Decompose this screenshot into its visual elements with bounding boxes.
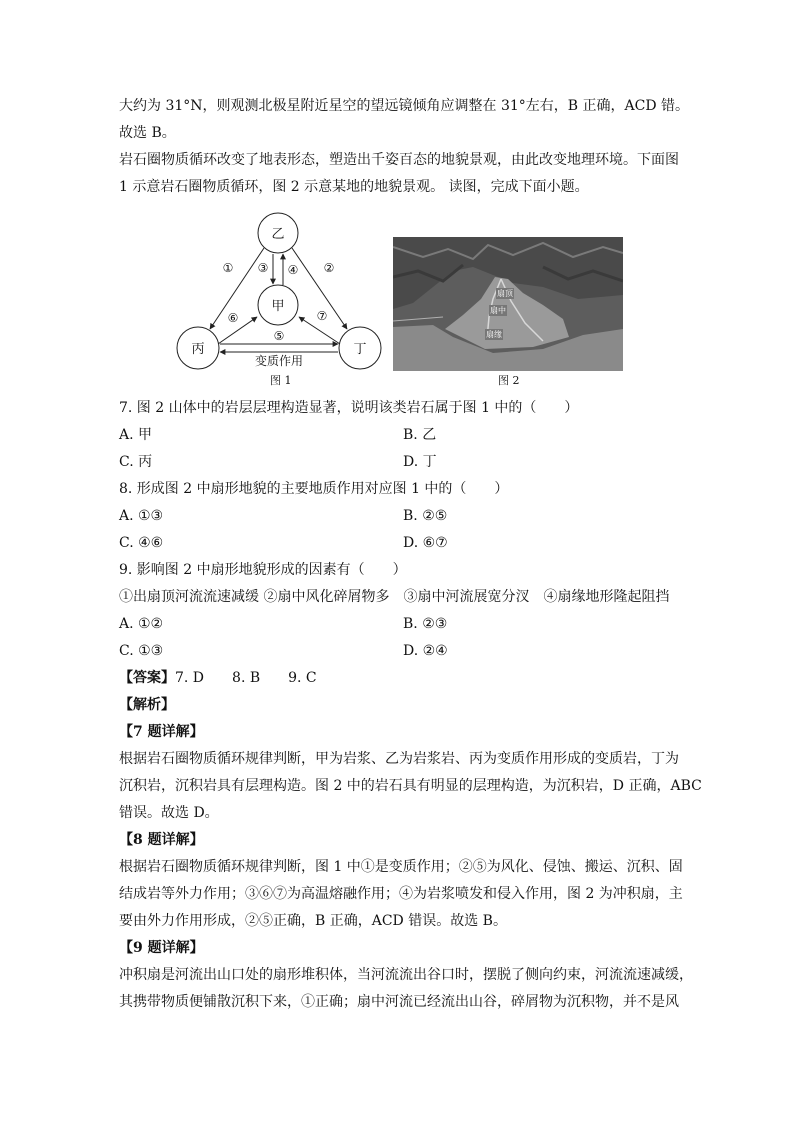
q7-option-b: B. 乙 — [403, 427, 437, 443]
answer-row — [119, 668, 317, 688]
q7-option-d: D. 丁 — [403, 454, 437, 470]
q9-factors: ①出扇顶河流流速减缓 ②扇中风化碎屑物多 ③扇中河流展宽分汊 ④扇缘地形隆起阻挡 — [119, 589, 670, 605]
q8-option-c: C. ④⑥ — [119, 535, 164, 551]
q7-detail-line-2: 沉积岩，沉积岩具有层理构造。图 2 中的岩石具有明显的层理构造，为沉积岩，D 正确，ABC — [119, 778, 702, 794]
arrow-7-label: ⑦ — [316, 309, 328, 323]
q8-stem: 8. 形成图 2 中扇形地貌的主要地质作用对应图 1 中的（ ） — [119, 481, 509, 497]
arrow-2-label: ② — [323, 261, 335, 275]
q9-option-b: B. ②③ — [403, 616, 448, 632]
q8-option-d: D. ⑥⑦ — [403, 535, 448, 551]
arrow-5-label: ⑤ — [273, 329, 285, 343]
q9-option-d: D. ②④ — [403, 643, 448, 659]
q9-option-c: C. ①③ — [119, 643, 164, 659]
q8-detail-line-1: 根据岩石圈物质循环规律判断，图 1 中①是变质作用；②⑤为风化、侵蚀、搬运、沉积、固 — [119, 859, 683, 875]
intro-line-2: 故选 B。 — [119, 125, 176, 141]
node-yi-label: 乙 — [271, 227, 285, 242]
stem-line-1: 岩石圈物质循环改变了地表形态，塑造出千姿百态的地貌景观，由此改变地理环境。下面图 — [119, 152, 679, 168]
q8-detail-line-2: 结成岩等外力作用；③⑥⑦为高温熔融作用；④为岩浆喷发和侵入作用，图 2 为冲积扇，主 — [119, 886, 683, 902]
fan-apex-label: 扇顶 — [497, 289, 513, 298]
q8-option-b: B. ②⑤ — [403, 508, 448, 524]
intro-line-1: 大约为 31°N，则观测北极星附近星空的望远镜倾角应调整在 31°左右，B 正确，ACD 错。 — [119, 98, 690, 114]
q8-detail-line-3: 要由外力作用形成，②⑤正确，B 正确，ACD 错误。故选 B。 — [119, 913, 507, 929]
node-bing-label: 丙 — [191, 342, 205, 357]
analysis-label: 【解析】 — [119, 697, 175, 713]
figure1-caption: 图 1 — [270, 374, 292, 387]
answer-values: 7. D 8. B 9. C — [175, 670, 317, 686]
q9-stem: 9. 影响图 2 中扇形地貌形成的因素有（ ） — [119, 562, 407, 578]
figure2-caption: 图 2 — [498, 374, 520, 387]
node-jia-label: 甲 — [271, 299, 285, 314]
q9-detail-heading: 【9 题详解】 — [119, 940, 204, 956]
q7-option-c: C. 丙 — [119, 454, 153, 470]
q7-stem: 7. 图 2 山体中的岩层层理构造显著，说明该类岩石属于图 1 中的（ ） — [119, 400, 579, 416]
arrow-3-label: ③ — [257, 261, 269, 275]
q7-detail-line-1: 根据岩石圈物质循环规律判断，甲为岩浆、乙为岩浆岩、丙为变质作用形成的变质岩，丁为 — [119, 751, 679, 767]
stem-line-2: 1 示意岩石圈物质循环，图 2 示意某地的地貌景观。 读图，完成下面小题。 — [119, 179, 589, 195]
q8-option-a: A. ①③ — [119, 508, 164, 524]
node-ding-label: 丁 — [353, 342, 367, 357]
q7-option-a: A. 甲 — [119, 427, 153, 443]
fan-middle-label: 扇中 — [490, 306, 506, 315]
alluvial-fan-photo — [393, 237, 623, 371]
q9-detail-line-1: 冲积扇是河流出山口处的扇形堆积体，当河流流出谷口时，摆脱了侧向约束，河流流速减缓， — [119, 967, 693, 983]
answer-label: 【答案】 — [119, 670, 175, 686]
arrow-4-label: ④ — [287, 263, 299, 277]
arrow-1-label: ① — [222, 261, 234, 275]
rock-cycle-diagram — [160, 207, 396, 393]
arrow-6-label: ⑥ — [227, 311, 239, 325]
q9-option-a: A. ①② — [119, 616, 164, 632]
q9-detail-line-2: 其携带物质便铺散沉积下来，①正确；扇中河流已经流出山谷，碎屑物为沉积物，并不是风 — [119, 994, 679, 1010]
metamorphism-label: 变质作用 — [254, 354, 304, 368]
fan-edge-label: 扇缘 — [486, 330, 502, 339]
q7-detail-heading: 【7 题详解】 — [119, 724, 204, 740]
q8-detail-heading: 【8 题详解】 — [119, 832, 204, 848]
q7-detail-line-3: 错误。故选 D。 — [119, 805, 219, 821]
